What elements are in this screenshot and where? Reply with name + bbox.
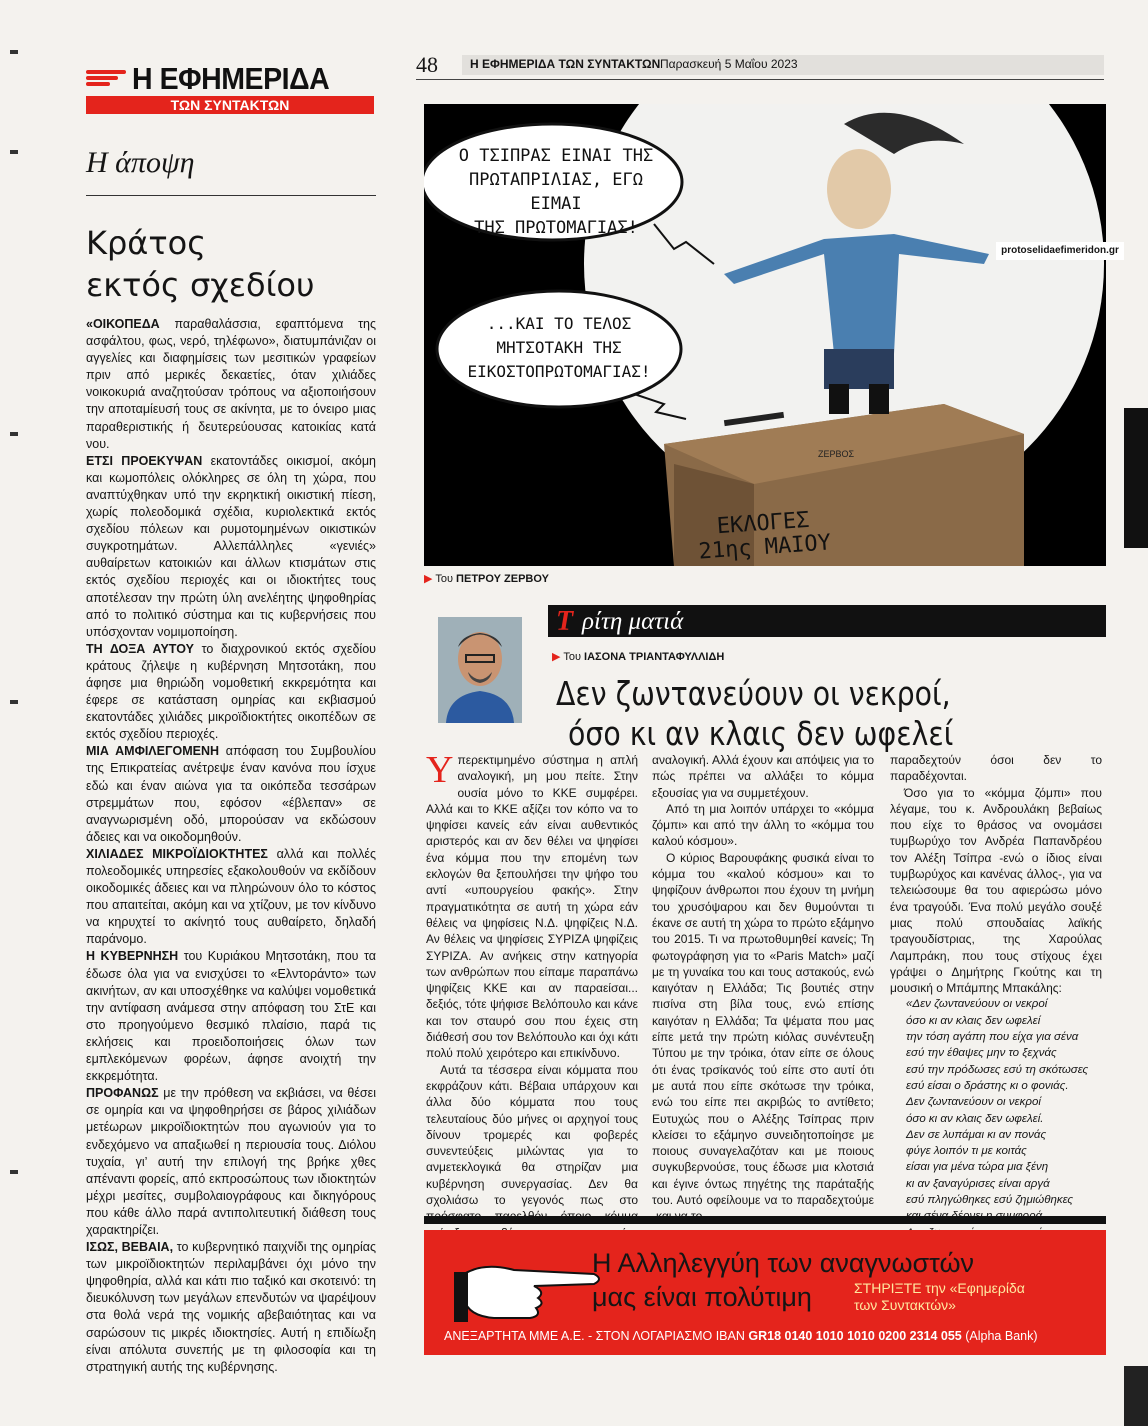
paragraph-text: με την πρόθεση να εκβιάσει, να θέσει σε ομηρία και να ψηφοθηρήσει σε βάρος χιλιάδων μετέωρων μικροϊδιοκτητών που αγωνιούν για το ενδεχόμενο να απαξιωθεί η περιουσία τους. Διόλου τυχαία, γι’ αυτή την επιλογή της βρήκε χθες απέναντι φορείς, από εκπροσώπους των ιδιοκτητών μέχρι μεσίτες, συμβολαιογράφους και δικηγόρους που κάθε άλλο παρά αντιπολιτευτική διάθεση τους χαρακτηρίζει.: [86, 1086, 376, 1237]
editorial-title-line: Κράτος: [86, 224, 207, 262]
editorial-paragraph: [86, 743, 376, 846]
ad-top-rule: [424, 1216, 1106, 1224]
paragraph-text: το διαχρονικού εκτός σχεδίου κράτους ζήλεψε η κυβέρνηση Μητσοτάκη, που άφησε μια θηριώδη νομοθετική εκκρεμότητα και έφερε σε κατάσταση ομηρίας και εκβιασμού εκατοντάδες χιλιάδες μικροϊδιοκτήτες οικοπέδων σε εκτός σχεδίου περιοχές.: [86, 641, 376, 742]
lyric-line: εσύ την έθαψες μην το ξεχνάς: [906, 1047, 1057, 1060]
author-photo: [438, 617, 522, 723]
bubble-text: ΠΡΩΤΑΠΡΙΛΙΑΣ, ΕΓΩ ΕΙΜΑΙ: [469, 170, 643, 214]
paragraph-text: του Κυριάκου Μητσοτάκη, που τα έδωσε όλα για να ενισχύσει το «Ελντοράντο» των ακινήτων, αν και υποσχέθηκε να καλύψει νομοθετικά την αντίφαση ανάμεσα στην απόφαση του ΣτΕ και στο προηγούμενο θεσμικό πλαίσιο, παρά τις εκλήσεις και προειδοποιήσεις όλων των εμπλεκόμενων φορέων, άφησε ανοιχτή την εκκρεμότητα.: [86, 949, 376, 1084]
margin-mark: [10, 150, 18, 154]
paragraph-text: παραθαλάσσια, εφαπτόμενα της ασφάλτου, φως, νερό, τηλέφωνο», διατυμπάνιζαν οι αγγελίες και διαφημίσεις των μεσιτικών γραφείων πριν από μερικές δεκαετίες, όταν χιλιάδες νοικοκυριά αναζητούσαν τρόπους να αξιοποιήσουν την αποταμίευσή τους σε ακίνητα, με το όνειρο μιας παραθεριστικής ή δευτερεύουσας κατοικίας κατά νου.: [86, 317, 376, 451]
article-column-2: [652, 752, 874, 1225]
lyric-line: όσο κι αν κλαις δεν ωφελεί: [906, 1014, 1041, 1027]
lyric-line: είσαι για μένα τώρα μια ξένη: [906, 1161, 1049, 1174]
bubble-text: ...ΚΑΙ ΤΟ ΤΕΛΟΣ: [486, 314, 632, 333]
editorial-title-line: εκτός σχεδίου: [86, 266, 315, 304]
editorial-paragraph: [86, 641, 376, 744]
paragraph-lead: ΕΤΣΙ ΠΡΟΕΚΥΨΑΝ: [86, 453, 203, 468]
cartoon-signature: ΖΕΡΒΟΣ: [818, 449, 855, 459]
author-photo-image: [438, 617, 522, 723]
column-initial: Τ: [556, 606, 574, 637]
page-edge-strip: [1124, 1366, 1148, 1426]
pointing-hand-icon: [454, 1244, 604, 1334]
paragraph-lead: ΙΣΩΣ, ΒΕΒΑΙΑ,: [86, 1240, 174, 1255]
paragraph-text: το κυβερνητικό παιχνίδι της ομηρίας των μικροϊδιοκτητών περιλαμβάνει όχι μόνο την ψηφοθηρία, αλλά και κάτι πιο ταξικό και σκοτεινό: τη διευκόλυνση των μεγάλων επενδυτών να ψαρέψουν στα θολά νερά της νομικής αβεβαιότητας και να σαρώσουν τις μικρές ιδιοκτησίες. Αυτή η επιδίωξη είναι απόλυτα συνεπής με τη φιλοσοφία και τη στρατηγική αυτής της κυβέρνησης.: [86, 1240, 376, 1374]
bubble-text: ΕΙΚΟΣΤΟΠΡΩΤΟΜΑΓΙΑΣ!: [467, 362, 651, 381]
article-paragraph: Αυτά τα τέσσερα είναι κόμματα που εκφράζουν κάτι. Βέβαια υπάρχουν και άλλα δύο κόμματα που τους τελευταίους δύο μήνες οι αρχηγοί τους δίνουν τρομερές και φοβερές συνεντεύξεις μιλώντας για το ανμετεκλογικά θα στηρίζαν μια κυβέρνηση συνεργασίας. Δεν θα σχολιάσω το γεγονός πως στο: [426, 1062, 638, 1208]
article-paragraph: παραδεχτούν όσοι δεν το παραδέχονται.: [890, 753, 1102, 784]
triangle-icon: ▶: [424, 573, 433, 585]
box-label: ΕΚΛΟΓΕΣ: [716, 507, 811, 540]
drop-cap: Υ: [426, 749, 454, 791]
margin-mark: [10, 50, 18, 54]
margin-mark: [10, 700, 18, 704]
lyric-line: «Δεν ζωντανεύουν οι νεκροί: [906, 998, 1048, 1011]
page-number: 48: [416, 52, 438, 77]
masthead-logo: [86, 61, 376, 96]
byline-prefix: Του: [563, 651, 581, 663]
lyric-line: την τόση αγάπη που είχα για σένα: [906, 1031, 1079, 1044]
editorial-body: [86, 316, 376, 1376]
caption-prefix: Του: [435, 573, 453, 585]
ad-headline: Η Αλληλεγγύη των αναγνωστών: [592, 1248, 975, 1278]
header-date: Παρασκευή 5 Μαΐου 2023: [660, 57, 798, 71]
article-paragraph: Ο κύριος Βαρουφάκης φυσικά είναι το κόμμα του «καλού κόσμου» και το ψηφίζουν άνθρωποι που έχουν τη μνήμη του χρυσόψαρου και δεν θυμούνται τι έκανε σε αυτή τη χώρα το πρώτο εξάμηνο του 2015. Τι να πρωτοθυμηθεί κανείς; Τη φωτογράφηση για το «Paris Match» μαζί με τη γυναίκα του και τους αστακούς, ενώ καιγόταν η Ελλάδα; Τις βουτιές στην πισίνα στη βίλα τους, ενώ επίσης καιγόταν η Ελλάδα; Τα ψέματα που μας είπε μετά την πρώτη κιόλας συνέντευξη Τύπου με την τρόικα, όταν είπε σε όλους ότι ένας τρσίκανός τού είπε στο αυτί ότι με αυτά που είπε σκότωσε την τρόικα, ενώ του είπε πει ακριβώς το αντίθετο; Ευτυχώς που ο Αλέξης Τσίπρας πριν κλείσει το εξάμηνο συνειδητοποίησε με ποιους συναγελαζόταν και με ποιους συγκυβερνούσε, τους έδωσε μια κλοτσιά και έγινε όντως πηγέτης της παράταξής του. Αυτό οφείλουμε να το παραδεχτούμε: [652, 850, 874, 1208]
flag-icon: [86, 70, 126, 90]
editorial-paragraph: [86, 846, 376, 949]
paragraph-lead: ΤΗ ΔΟΞΑ ΑΥΤΟΥ: [86, 641, 194, 656]
margin-mark: [10, 432, 18, 436]
paragraph-lead: ΧΙΛΙΑΔΕΣ ΜΙΚΡΟΪΔΙΟΚΤΗΤΕΣ: [86, 846, 268, 861]
ad-headline: μας είναι πολύτιμη: [592, 1282, 812, 1312]
paragraph-text: περεκτιμημένο σύστημα η απλή αναλογική, μη μου πείτε. Στην ουσία μόνο το ΚΚΕ συμφέρει. Αλλά και το ΚΚΕ αξίζει τον κόπο να το ψηφίσει κανείς εάν είναι αυθεντικός αριστερός και αν δεν θέλει να ψηφίσει ένα κόμμα που την επομένη των εκλογών θα ξεπουλήσει την ψήφο του αντί «υπουργείου φακής». Στην πραγματικότητα σε αυτή τη χώρα εάν θέλεις να ψηφίσεις Ν.Δ. ψηφίζεις Ν.Δ. Αν θέλεις να ψηφίσεις ΣΥΡΙΖΑ ψηφίζεις ΣΥΡΙΖΑ. Αν ανήκεις στην κατηγορία των ανθρώπων που είπαμε παραπάνω ψηφίζεις ΚΚΕ και αν παραείσαι... δεξιός, τότε ψήφισε Βελόπουλο και κάνε και τον σταυρό σου που έχεις στη διάθεσή σου τον Βελόπουλο και όχι κάτι πολύ πολύ χειρότερο και επικίνδυνο.: [426, 753, 638, 1061]
lyric-line: εσύ είσαι ο δράστης κι ο φονιάς.: [906, 1079, 1069, 1092]
section-title: Η άποψη: [86, 146, 195, 179]
ad-support-line: των Συντακτών»: [854, 1297, 956, 1313]
byline: [552, 650, 724, 663]
editorial-paragraph: [86, 1085, 376, 1239]
byline-author: ΙΑΣΟΝΑ ΤΡΙΑΝΤΑΦΥΛΛΙΔΗ: [584, 651, 725, 663]
article-column-3: [890, 752, 1102, 1257]
margin-mark: [10, 1170, 18, 1174]
editorial-paragraph: [86, 453, 376, 641]
lyric-line: Δεν σε λυπάμαι κι αν πονάς: [906, 1128, 1047, 1141]
paragraph-text: εκατοντάδες οικισμοί, ακόμη και κωμοπόλεις ολόκληρες σε όλη τη χώρα, που αναπτύχθηκαν υπό την εκρηκτική οικιστική πίεση, χωρίς πολεοδομικά σχέδια, κυριολεκτικά εκτός σχεδίου πόλεων και ρυμοτομημένων οικιστικών συγκροτημάτων. Αλλεπάλληλες «γενιές» αυθαίρετων κατοικιών και άλλων κτισμάτων στις εκτός σχεδίου περιοχές και οι ιδιοκτήτες τους αποτέλεσαν την πρώτη ύλη ανελέητης ψηφοθηρίας από το πολιτικό σύστημα και τις κυβερνήσεις που υπόσχονταν νομιμοποίηση.: [86, 453, 376, 639]
lyric-line: εσύ την πρόδωσες εσύ τη σκότωσες: [906, 1063, 1089, 1076]
ad-support-line: ΣΤΗΡΙΞΤΕ την «Εφημερίδα: [854, 1280, 1025, 1296]
lyric-line: κι αν ξαναγύρισες είναι αργά: [906, 1177, 1050, 1190]
lyric-line: όσο κι αν κλαις δεν ωφελεί.: [906, 1112, 1044, 1125]
account-label: ΑΝΕΞΑΡΤΗΤΑ ΜΜΕ Α.Ε. - ΣΤΟΝ ΛΟΓΑΡΙΑΣΜΟ ΙΒΑΝ: [444, 1329, 745, 1343]
paragraph-lead: «ΟΙΚΟΠΕΔΑ: [86, 317, 160, 331]
lyric-line: εσύ πληγώθηκες εσύ ζημιώθηκες: [906, 1194, 1073, 1207]
paragraph-lead: Η ΚΥΒΕΡΝΗΣΗ: [86, 949, 179, 964]
paragraph-lead: ΜΙΑ ΑΜΦΙΛΕΓΟΜΕΝΗ: [86, 744, 220, 759]
cartoon: [424, 104, 1106, 566]
cartoon-caption: [424, 572, 549, 585]
paragraph-lead: ΠΡΟΦΑΝΩΣ: [86, 1086, 159, 1101]
lyric-line: φύγε λοιπόν τι με κοιτάς: [906, 1145, 1027, 1158]
article-headline: [556, 674, 953, 754]
editorial-title: [86, 222, 315, 306]
editorial-paragraph: [86, 1239, 376, 1376]
masthead-title: Η ΕΦΗΜΕΡΙΔΑ: [132, 61, 330, 96]
triangle-icon: ▶: [552, 651, 561, 663]
box-label: 21ης ΜΑΙΟΥ: [697, 530, 832, 565]
paragraph-text: αλλά και πολλές πολεοδομικές υπηρεσίες εξακολουθούν να εκδίδουν οικοδομικές άδειες και να πληρώνουν όλο το κόστος που απαιτείται, ακόμη και να χτίζουν, με τον κίνδυνο να κηρυχτεί το ακίνητό τους αυθαίρετο, δηλαδή παράνομο.: [86, 846, 377, 947]
header-paper-name: Η ΕΦΗΜΕΡΙΔΑ ΤΩΝ ΣΥΝΤΑΚΤΩΝ: [470, 57, 661, 71]
article-paragraph: Από τη μια λοιπόν υπάρχει το «κόμμα ζόμπι» και από την άλλη το «κόμμα του καλού κόσμου».: [652, 801, 874, 849]
divider: [86, 195, 376, 196]
divider: [416, 79, 1104, 80]
editorial-paragraph: [86, 948, 376, 1085]
masthead-subtitle: ΤΩΝ ΣΥΝΤΑΚΤΩΝ: [86, 96, 374, 114]
column-name: ρίτη ματιά: [582, 608, 684, 635]
page-edge-strip: [1124, 408, 1148, 548]
lyric-line: Δεν ζωντανεύουν οι νεκροί: [906, 1096, 1041, 1109]
headline-line: Δεν ζωντανεύουν οι νεκροί,: [556, 674, 951, 713]
article-column-1: [426, 749, 638, 1290]
editorial-paragraph: [86, 316, 376, 453]
ad-support-text: [854, 1280, 1025, 1314]
iban: GR18 0140 1010 1010 0200 2314 055: [748, 1329, 962, 1343]
headline-line: όσο κι αν κλαις δεν ωφελεί: [568, 714, 954, 753]
caption-author: ΠΕΤΡΟΥ ΖΕΡΒΟΥ: [456, 573, 549, 585]
article-paragraph: Όσο για το «κόμμα ζόμπι» που λέγαμε, του κ. Ανδρουλάκη βεβαίως που είχε το θράσος να ονομάσει τυμβωρύχο τον Ανδρέα Παπανδρέου τον Αλέξη Τσίπρα -ενώ ο ίδιος είναι τυμβωρύχος και κανένας άλλος-, για να τελειώσουμε θα του αφιερώσω μόνο ένα τραγούδι. Ένα πολύ μεγάλο σουξέ μιας πολύ σπουδαίας λαϊκής τραγουδίστριας, της Χαρούλας Λαμπράκη, που τους στίχους έχει γράψει ο Δημήτρης Γκούτης και τη μουσική ο Μπάμπης Μπακάλης:: [890, 785, 1102, 996]
ad-account: [444, 1329, 1038, 1343]
bubble-text: Ο ΤΣΙΠΡΑΣ ΕΙΝΑΙ ΤΗΣ: [458, 146, 654, 166]
article-paragraph: αναλογική. Αλλά έχουν και απόψεις για το πώς πρέπει να αλλάξει το κόμμα εξουσίας για να συμμετέχουν.: [652, 753, 874, 800]
paragraph-text: απόφαση του Συμβουλίου της Επικρατείας ανέτρεψε έναν κανόνα που ίσχυε εδώ και έναν αιώνα για τα οικόπεδα τεσσάρων στρεμμάτων που, εφόσον «έβλεπαν» σε αναγνωρισμένη οδό, μπορούσαν να εκδώσουν άδειες και να οικοδομηθούν.: [86, 744, 377, 844]
article-paragraph: [426, 749, 638, 1062]
bank-name: (Alpha Bank): [965, 1329, 1038, 1343]
watermark: protoselidaefimeridon.gr: [996, 242, 1124, 260]
bubble-text: ΤΗΣ ΠΡΩΤΟΜΑΓΙΑΣ!: [474, 218, 638, 238]
bubble-text: ΜΗΤΣΟΤΑΚΗ ΤΗΣ: [496, 338, 622, 357]
